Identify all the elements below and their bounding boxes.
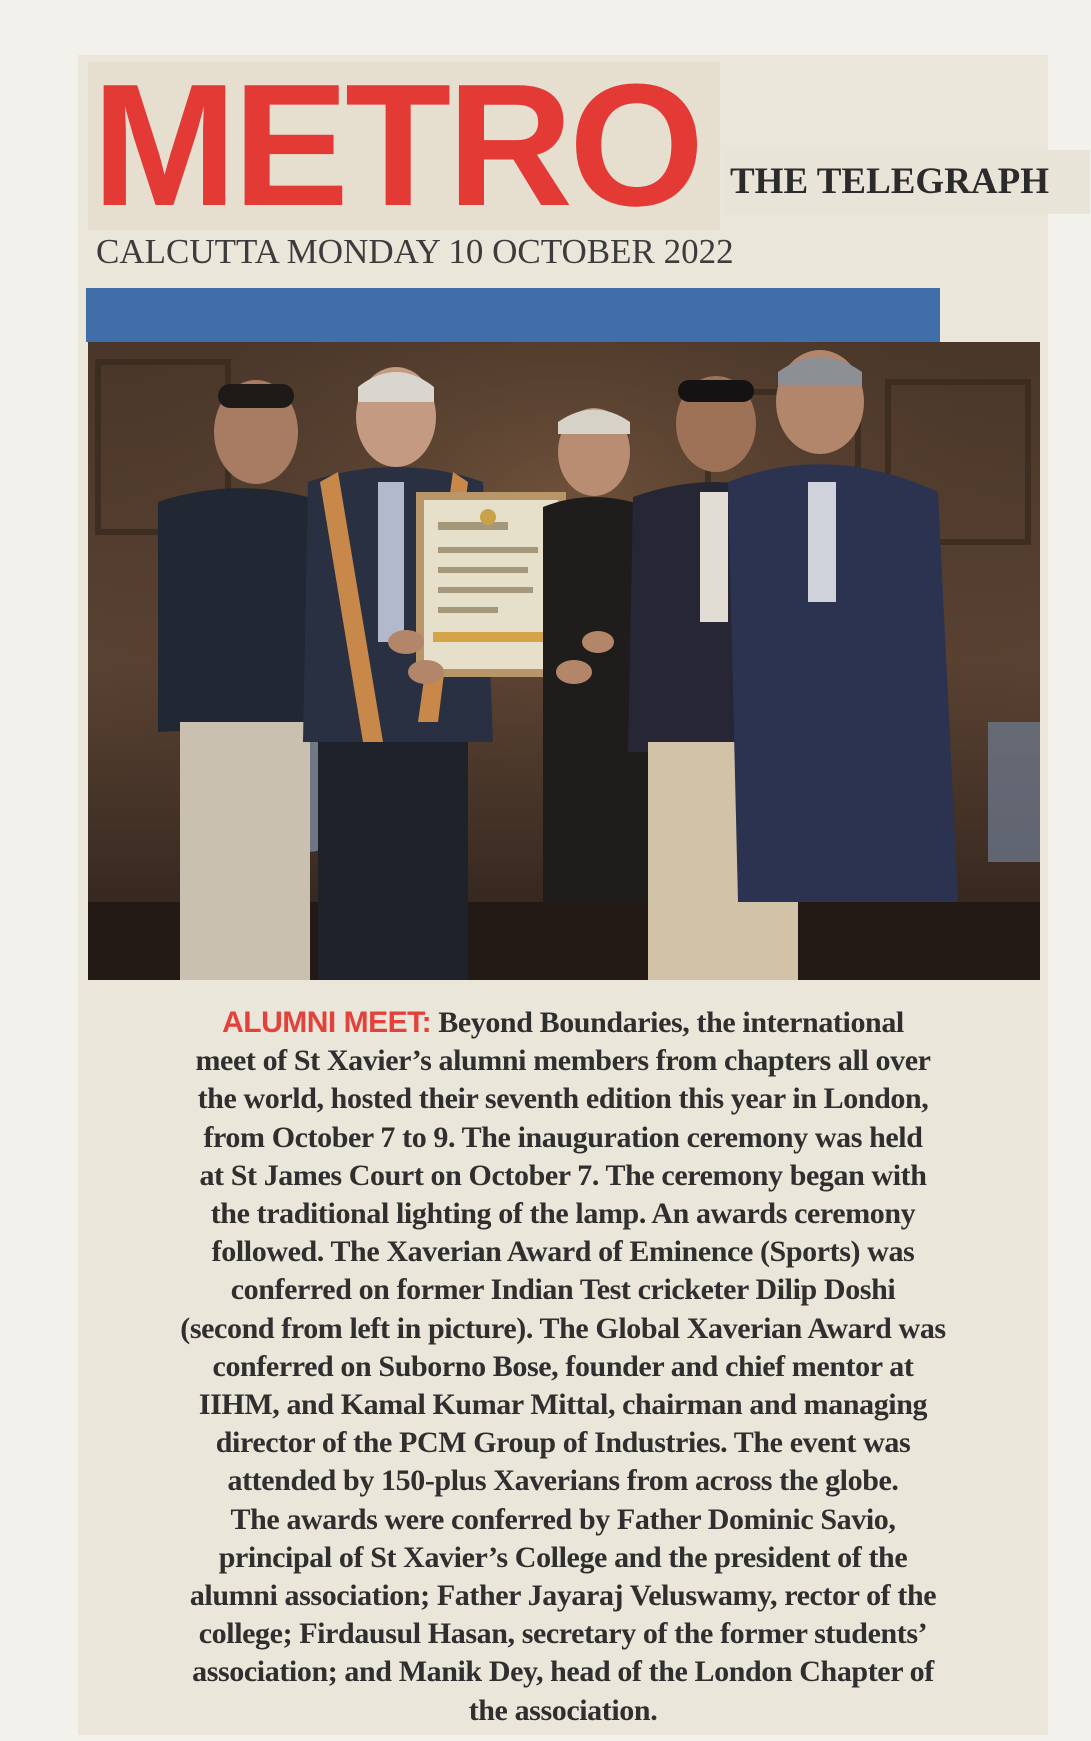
- caption-line: attended by 150-plus Xaverians from across the globe.: [227, 1464, 899, 1498]
- caption-line: alumni association; Father Jayaraj Veluswamy, rector of the: [189, 1579, 937, 1613]
- caption-line: conferred on former Indian Test cricketer Dilip Doshi: [230, 1273, 896, 1307]
- caption-line: followed. The Xaverian Award of Eminence (Sports) was: [211, 1235, 915, 1269]
- caption-line: the association.: [468, 1693, 658, 1727]
- caption-line: from October 7 to 9. The inauguration ceremony was held: [203, 1120, 923, 1154]
- dateline: CALCUTTA MONDAY 10 OCTOBER 2022: [96, 232, 734, 271]
- section-masthead: METRO: [92, 47, 701, 242]
- caption-line: IIHM, and Kamal Kumar Mittal, chairman and managing: [198, 1388, 928, 1422]
- newspaper-name: THE TELEGRAPH: [724, 150, 1090, 214]
- caption-line: director of the PCM Group of Industries. The event was: [215, 1426, 911, 1460]
- caption-kicker: ALUMNI MEET:: [222, 1006, 432, 1039]
- caption-text: Beyond Boundaries, the international: [438, 1006, 904, 1039]
- caption-line: [82, 1004, 1044, 1042]
- caption-line: meet of St Xavier’s alumni members from chapters all over: [195, 1044, 931, 1078]
- caption-line: association; and Manik Dey, head of the London Chapter of: [192, 1655, 934, 1689]
- caption-line: (second from left in picture). The Global Xaverian Award was: [180, 1311, 946, 1345]
- event-photo: [88, 342, 1040, 980]
- caption-line: the world, hosted their seventh edition this year in London,: [197, 1082, 929, 1116]
- caption-line: college; Firdausul Hasan, secretary of the former students’: [198, 1617, 928, 1651]
- caption-line: principal of St Xavier’s College and the president of the: [218, 1540, 908, 1574]
- caption-line: at St James Court on October 7. The ceremony began with: [199, 1158, 927, 1192]
- photo-caption: [82, 1004, 1044, 1730]
- caption-line: The awards were conferred by Father Dominic Savio,: [230, 1502, 896, 1536]
- caption-line: the traditional lighting of the lamp. An awards ceremony: [210, 1197, 916, 1231]
- section-rule: [86, 288, 940, 342]
- caption-line: conferred on Suborno Bose, founder and chief mentor at: [212, 1349, 914, 1383]
- photo-illustration: [88, 342, 1040, 980]
